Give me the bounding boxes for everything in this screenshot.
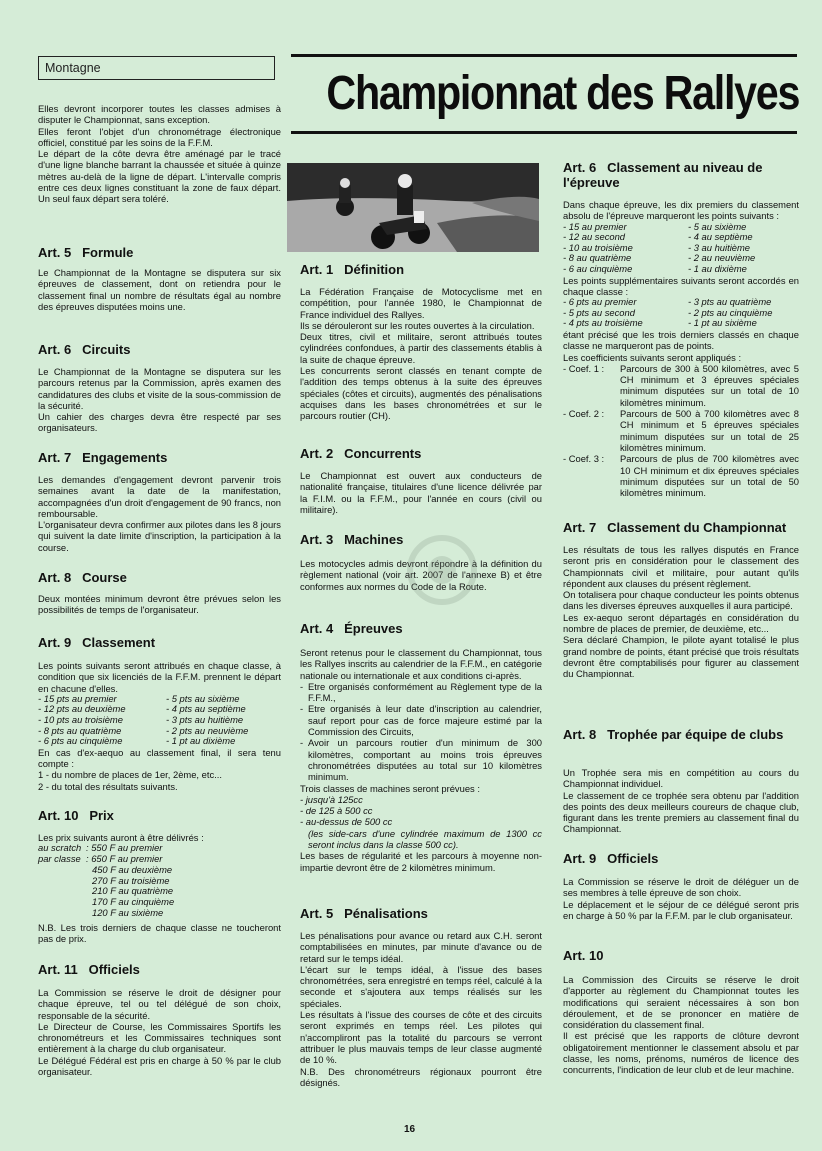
left-art6-body <box>38 366 281 434</box>
paragraph: En cas d'ex-aequo au classement final, il sera tenu compte : <box>38 746 281 770</box>
paragraph: L'organisateur devra confirmer aux pilotes dans les 8 jours qui suivent la date limite d'inscription, la participation à la course. <box>38 519 281 553</box>
paragraph: Seront retenus pour le classement du Championnat, tous les Rallyes inscrits au calendrier de la F.F.M., en catégorie nationale ou internationale et aux conditions ci-après. <box>300 647 542 681</box>
paragraph: Les résultats à l'issue des courses de côte et des circuits seront exprimés en temps réel. Les pilotes qui n'accompliront pas la totalité du parcours se verront attribuer le plus mauvais temps de leur classe augmenté de 10 %. <box>300 1009 542 1066</box>
heading-mid-art3: Art. 3 Machines <box>300 532 404 547</box>
paragraph: La Commission se réserve le droit de désigner pour chaque épreuve, tel ou tel délégué de son choix, responsable de la sécurité. <box>38 987 281 1021</box>
paragraph: Elles feront l'objet d'un chronométrage électronique officiel, constitué par les soins de la F.F.M. <box>38 125 281 148</box>
paragraph: Les bases de régularité et les parcours à moyenne non-impartie devront être de 2 kilomètres minimum. <box>300 850 542 873</box>
heading-mid-art2: Art. 2 Concurrents <box>300 446 422 461</box>
points-table <box>563 222 755 275</box>
table-row: - 6 pts au cinquième - 1 pt au dixième <box>38 735 236 747</box>
motorcycle-image <box>287 163 539 252</box>
title-rule-bottom <box>291 131 797 134</box>
paragraph: Le Championnat de la Montagne se disputera sur les parcours retenus par la Commission, après examen des candidatures des clubs et visite de la sous-commission de la sécurité. <box>38 366 281 411</box>
right-art9-body <box>563 876 799 921</box>
list-item: 210 F au quatrième <box>92 885 174 897</box>
list-item: par classe : 650 F au premier <box>38 853 163 865</box>
paragraph: 1 - du nombre de places de 1er, 2ème, etc... <box>38 769 222 781</box>
paragraph: Les ex-aequo seront départagés en considération du nombre de places de premier, de deuxième, etc... <box>563 611 799 635</box>
supplementary-points-table <box>563 297 772 329</box>
heading-right-art10: Art. 10 <box>563 948 604 963</box>
left-art8-body <box>38 593 281 616</box>
table-row: - 10 au troisième - 3 au huitième <box>563 241 751 253</box>
table-row: - 12 pts au deuxième - 4 pts au septième <box>38 703 246 715</box>
heading-left-art8: Art. 8 Course <box>38 570 127 585</box>
heading-right-art9: Art. 9 Officiels <box>563 851 659 866</box>
heading-left-art9: Art. 9 Classement <box>38 635 156 650</box>
paragraph: Ils se dérouleront sur les routes ouvertes à la circulation. <box>300 319 535 331</box>
paragraph: Elles devront incorporer toutes les classes admises à disputer le Championnat, sans exception. <box>38 103 281 126</box>
left-art9-body <box>38 660 281 792</box>
heading-left-art7: Art. 7 Engagements <box>38 450 168 465</box>
table-row: - 12 au second - 4 au septième <box>563 231 753 243</box>
heading-left-art5: Art. 5 Formule <box>38 245 134 260</box>
left-art5-body <box>38 267 281 312</box>
left-art11-body <box>38 987 281 1077</box>
table-row: - 6 au cinquième - 1 au dixième <box>563 262 747 274</box>
motorcycle-photo <box>287 163 539 252</box>
title-rule-top <box>291 54 797 57</box>
list-item: au scratch : 550 F au premier <box>38 842 163 854</box>
paragraph: La Commission se réserve le droit de déléguer un de ses membres à telle épreuve de son choix. <box>563 876 799 899</box>
paragraph: Il est précisé que les rapports de clôture devront obligatoirement mentionner le classement absolu et par classe, les noms, prénoms, numéros de licence des concurrents, l'indication de leur club et de leur machine. <box>563 1030 799 1076</box>
right-art7-body <box>563 544 799 680</box>
left-art7-body <box>38 474 281 553</box>
points-table <box>38 694 248 747</box>
paragraph: Deux titres, civil et militaire, seront attribués toutes cylindrées confondues, à partir des classements établis à la suite de chaque épreuve. <box>300 331 542 365</box>
list-item: - Coef. 3 : Parcours de plus de 700 kilomètres avec 10 CH minimum et dix épreuves spéciales minimum disputées sur un total de 50 kilomètres minimum. <box>563 453 799 499</box>
paragraph: Les pénalisations pour avance ou retard aux C.H. seront comptabilisées en minutes, par minute d'avance ou de retard sur le temps idéal. <box>300 930 542 964</box>
paragraph: Le Directeur de Course, les Commissaires Sportifs les chronométreurs et les Commissaires techniques sont entièrement à la charge du club organisateur. <box>38 1020 281 1055</box>
paragraph: Deux montées minimum devront être prévues selon les possibilités de temps de l'organisateur. <box>38 593 281 616</box>
watermark-logo <box>407 530 477 610</box>
paragraph: Dans chaque épreuve, les dix premiers du classement absolu de l'épreuve marqueront les points suivants : <box>563 199 799 222</box>
mid-art4-body <box>300 647 542 873</box>
paragraph: 2 - du total des résultats suivants. <box>38 780 178 792</box>
list-item: 120 F au sixième <box>92 907 164 919</box>
heading-left-art10: Art. 10 Prix <box>38 808 114 823</box>
list-item: - Coef. 2 : Parcours de 500 à 700 kilomètres avec 8 CH minimum et 5 épreuves spéciales minimum disputées sur un total de 25 kilomètres minimum. <box>563 408 799 453</box>
section-tab: Montagne <box>38 56 275 80</box>
paragraph: Le Championnat est ouvert aux conducteurs de nationalité française, titulaires d'une licence délivrée par la F.I.M. ou la F.F.M., pour l'année en cours (civil ou militaire). <box>300 470 542 515</box>
paragraph: Les résultats de tous les rallyes disputés en France seront pris en considération pour le classement des Championnats civil et militaire, pour autant qu'ils répondent aux clauses du présent règlement. <box>563 544 799 589</box>
list-item: 170 F au cinquième <box>92 896 175 908</box>
right-art8-body <box>563 767 799 835</box>
paragraph: Trois classes de machines seront prévues : <box>300 782 480 794</box>
mid-art5-body <box>300 930 542 1088</box>
paragraph: Les points supplémentaires suivants seront accordés en chaque classe : <box>563 274 799 297</box>
table-row: - 5 pts au second - 2 pts au cinquième <box>563 306 773 318</box>
heading-right-art8: Art. 8 Trophée par équipe de clubs <box>563 727 784 742</box>
page-title: Championnat des Rallyes <box>326 67 800 120</box>
heading-right-art7: Art. 7 Classement du Championnat <box>563 520 787 535</box>
right-art10-body <box>563 974 799 1076</box>
list-item: - Etre organisés à leur date d'inscription au calendrier, sauf report pour cas de force majeure estimé par la Commission des Circuits, <box>300 703 542 738</box>
list-item: - Etre organisés conformément au Règlement type de la F.F.M., <box>300 680 542 704</box>
list-item: - Coef. 1 : Parcours de 300 à 500 kilomètres, avec 5 CH minimum et 3 épreuves spéciales minimum disputées sur un total de 10 kilomètres minimum. <box>563 362 799 408</box>
paragraph: N.B. Les trois derniers de chaque classe ne toucheront pas de prix. <box>38 921 281 945</box>
paragraph: Un cahier des charges devra être respecté par ses organisateurs. <box>38 411 281 434</box>
paragraph: étant précisé que les trois derniers classés en chaque classe ne marqueront pas de points. <box>563 328 799 352</box>
list-item: - au-dessus de 500 cc <box>300 816 393 828</box>
list-item: 270 F au troisième <box>92 874 170 886</box>
paragraph: Sera déclaré Champion, le pilote ayant totalisé le plus grand nombre de points, étant précisé que trois résultats devront être comptabilisés pour figurer au classement du Championnat. <box>563 634 799 680</box>
paragraph: Les points suivants seront attribués en chaque classe, à condition que six licenciés de la F.F.M. prennent le départ en chacune d'elles. <box>38 660 281 694</box>
heading-mid-art4: Art. 4 Épreuves <box>300 621 403 636</box>
paragraph: Le déplacement et le séjour de ce délégué seront pris en charge à 50 % par la F.F.M. par le club organisateur. <box>563 898 799 921</box>
heading-mid-art1: Art. 1 Définition <box>300 262 405 277</box>
paragraph: Les prix suivants auront à être délivrés : <box>38 832 204 843</box>
list-item: - Avoir un parcours routier d'un minimum de 300 kilomètres, comportant au moins trois épreuves chronométrées disputées au total sur 10 kilomètres minimum. <box>300 737 542 783</box>
list-item: (les side-cars d'une cylindrée maximum de 1300 cc seront inclus dans la classe 500 cc). <box>308 827 542 851</box>
table-row: - 8 au quatrième - 2 au neuvième <box>563 252 756 264</box>
paragraph: N.B. Des chronométreurs régionaux pourront être désignés. <box>300 1065 542 1088</box>
paragraph: La Commission des Circuits se réserve le droit d'apporter au règlement du Championnat toutes les modifications qui seraient nécessaires à son bon déroulement, et de se prononcer en matière de considération du classement final. <box>563 974 799 1031</box>
paragraph: On totalisera pour chaque conducteur les points obtenus dans les diverses épreuves auxquelles il aura participé. <box>563 589 799 612</box>
paragraph: Le départ de la côte devra être aménagé par le tracé d'une ligne blanche barrant la chaussée et située à quinze mètres au-delà de la ligne de départ. L'intervalle compris entre ces deux lignes constituant la zone de faux départ. Un seul faux départ sera toléré. <box>38 148 281 205</box>
paragraph: Le Championnat de la Montagne se disputera sur six épreuves de classement, dont on retiendra pour le classement final un nombre de résultats égal au nombre des épreuves disputées moins une. <box>38 267 281 312</box>
paragraph: Les concurrents seront classés en tenant compte de l'addition des temps obtenus à la suite des épreuves spéciales (côtes et circuits), augmentés des pénalisations acquises dans les bases chronométrées et sur le parcours routier (CH). <box>300 365 542 422</box>
heading-right-art6: Art. 6 Classement au niveau de l'épreuve <box>563 160 763 190</box>
list-item: - de 125 à 500 cc <box>300 805 373 817</box>
left-intro <box>38 103 281 205</box>
paragraph: L'écart sur le temps idéal, à l'issue des bases chronométrées, sera enregistré en temps réel, calculé à la seconde et s'ajoutera aux temps réalisés sur les spéciales. <box>300 963 542 1009</box>
paragraph: Les coefficients suivants seront appliqués : <box>563 351 742 363</box>
right-art6-body <box>563 199 799 498</box>
paragraph: Les demandes d'engagement devront parvenir trois semaines avant la date de la manifestation, accompagnées d'un droit d'engagement de 90 francs, non remboursable. <box>38 474 281 519</box>
page-number: 16 <box>404 1124 416 1135</box>
paragraph: Le Délégué Fédéral est pris en charge à 50 % par le club organisateur. <box>38 1054 281 1078</box>
heading-mid-art5: Art. 5 Pénalisations <box>300 906 428 921</box>
table-row: - 15 pts au premier - 5 pts au sixième <box>38 692 240 704</box>
paragraph: Un Trophée sera mis en compétition au cours du Championnat individuel. <box>563 767 799 790</box>
list-item: 450 F au deuxième <box>92 863 173 875</box>
heading-left-art11: Art. 11 Officiels <box>38 962 140 977</box>
table-row: - 10 pts au troisième - 3 pts au huitième <box>38 714 244 726</box>
mid-art2-body <box>300 470 542 515</box>
table-row: - 15 au premier - 5 au sixième <box>563 220 747 232</box>
paragraph: La Fédération Française de Motocyclisme met en compétition, pour l'année 1980, le Championnat de France individuel des Rallyes. <box>300 286 542 320</box>
table-row: - 8 pts au quatrième - 2 pts au neuvième <box>38 724 249 736</box>
list-item: - jusqu'à 125cc <box>300 793 363 805</box>
left-art10-body <box>38 832 281 944</box>
table-row: - 4 pts au troisième - 1 pt au sixième <box>563 317 757 329</box>
heading-left-art6: Art. 6 Circuits <box>38 342 131 357</box>
table-row: - 6 pts au premier - 3 pts au quatrième <box>563 296 772 308</box>
paragraph: Le classement de ce trophée sera obtenu par l'addition des points des deux meilleurs coureurs de chaque club, figurant dans les trente premiers au classement final du Championnat. <box>563 789 799 835</box>
mid-art1-body <box>300 286 542 422</box>
paragraph: Les motocycles admis devront répondre à la définition du règlement national (voir art. 2007 de l'annexe B) et être conformes aux normes du Code de la Route. <box>300 558 542 592</box>
